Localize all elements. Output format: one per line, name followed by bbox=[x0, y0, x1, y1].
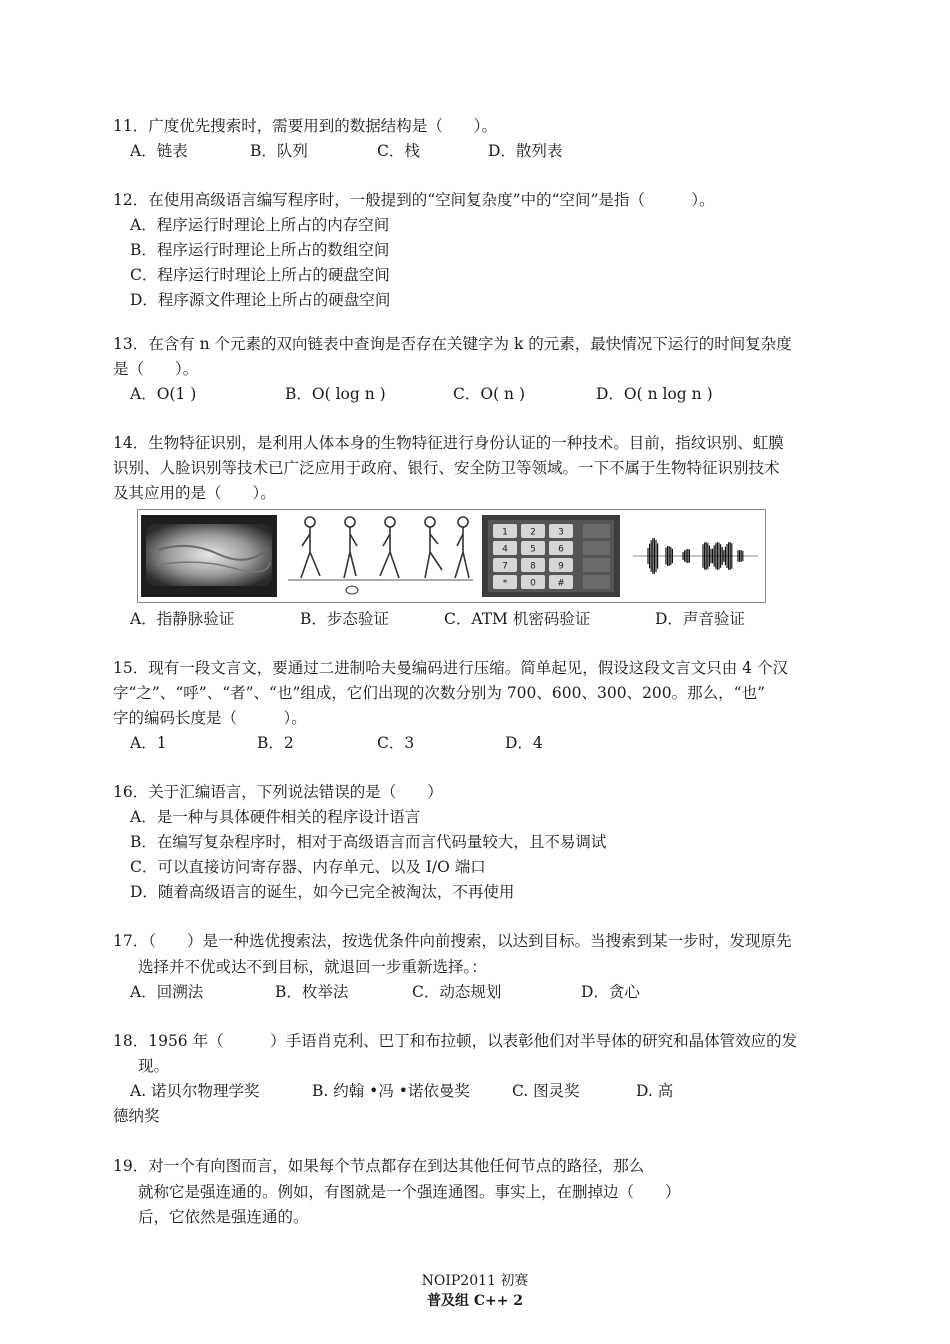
q11-option-b: B．队列 bbox=[250, 142, 308, 160]
q15-option-d: D．4 bbox=[505, 734, 543, 752]
atm-keypad-image bbox=[482, 515, 620, 597]
q13-stem-line2: 是（ ）。 bbox=[113, 360, 199, 378]
q14-option-a: A．指静脉验证 bbox=[130, 610, 235, 628]
q12-option-d: D．程序源文件理论上所占的硬盘空间 bbox=[130, 291, 391, 309]
q14-stem-line3: 及其应用的是（ ）。 bbox=[113, 484, 276, 502]
q11-option-c: C．栈 bbox=[377, 142, 420, 160]
q13-stem-line1: 13．在含有 n 个元素的双向链表中查询是否存在关键字为 k 的元素，最快情况下运行的时间复杂度 bbox=[113, 335, 792, 353]
voice-waveform-image bbox=[633, 538, 758, 574]
finger-vein-image bbox=[141, 515, 277, 597]
q15-option-a: A．1 bbox=[130, 734, 167, 752]
keypad-key-label: # bbox=[557, 578, 565, 589]
q12-option-a: A．程序运行时理论上所占的内存空间 bbox=[130, 216, 390, 234]
q18-stem-line1: 18．1956 年（ ）手语肖克利、巴丁和布拉顿，以表彰他们对半导体的研究和晶体管效应的发 bbox=[113, 1032, 798, 1050]
q13-option-b: B．O( log n ) bbox=[285, 385, 386, 403]
q16-stem: 16．关于汇编语言，下列说法错误的是（ ） bbox=[113, 783, 443, 801]
gait-image bbox=[288, 517, 473, 594]
keypad-key-label: * bbox=[502, 578, 508, 589]
q19-stem-line1: 19．对一个有向图而言，如果每个节点都存在到达其他任何节点的路径，那么 bbox=[113, 1157, 645, 1175]
q12-option-c: C．程序运行时理论上所占的硬盘空间 bbox=[130, 266, 390, 284]
q15-stem-line3: 字的编码长度是（ ）。 bbox=[113, 709, 307, 727]
q18-stem-line2: 现。 bbox=[138, 1057, 170, 1075]
q17-option-a: A．回溯法 bbox=[130, 983, 204, 1001]
q19-stem-line2: 就称它是强连通的。例如，有图就是一个强连通图。事实上，在删掉边（ ） bbox=[138, 1183, 681, 1201]
q14-stem-line2: 识别、人脸识别等技术已广泛应用于政府、银行、安全防卫等领域。一下不属于生物特征识别技术 bbox=[113, 459, 780, 477]
q11-option-d: D．散列表 bbox=[488, 142, 563, 160]
q17-stem-line2: 选择并不优或达不到目标，就退回一步重新选择。： bbox=[138, 958, 487, 976]
q16-option-b: B．在编写复杂程序时，相对于高级语言而言代码量较大，且不易调试 bbox=[130, 833, 607, 851]
q14-option-b: B．步态验证 bbox=[300, 610, 389, 628]
keypad-key-label: 0 bbox=[530, 578, 536, 589]
keypad-key-label: 7 bbox=[502, 561, 508, 572]
keypad-key-label: 8 bbox=[530, 561, 536, 572]
footer-page: 普及组 C++ 2 bbox=[426, 1293, 524, 1309]
q19-stem-line3: 后，它依然是强连通的。 bbox=[138, 1208, 309, 1226]
q15-stem-line1: 15．现有一段文言文，要通过二进制哈夫曼编码进行压缩。简单起见，假设这段文言文只由 4 个汉 bbox=[113, 659, 788, 677]
footer-contest: NOIP2011 初赛 bbox=[421, 1273, 529, 1289]
q18-option-b: B. 约翰 •冯 •诺依曼奖 bbox=[312, 1082, 470, 1100]
q14-stem-line1: 14．生物特征识别，是利用人体本身的生物特征进行身份认证的一种技术。目前，指纹识别、虹膜 bbox=[113, 434, 784, 452]
q15-option-c: C．3 bbox=[377, 734, 415, 752]
keypad-key-label: 5 bbox=[530, 544, 536, 555]
keypad-key-label: 1 bbox=[502, 527, 508, 538]
q11-option-a: A．链表 bbox=[130, 142, 188, 160]
biometric-figure-svg bbox=[138, 510, 765, 602]
q14-option-d: D．声音验证 bbox=[655, 610, 745, 628]
q18-option-d: D. 高 bbox=[636, 1082, 674, 1100]
q18-option-c: C. 图灵奖 bbox=[512, 1082, 580, 1100]
q15-option-b: B．2 bbox=[257, 734, 294, 752]
q16-option-c: C．可以直接访问寄存器、内存单元、以及 I/O 端口 bbox=[130, 858, 486, 876]
q17-option-c: C．动态规划 bbox=[412, 983, 502, 1001]
q17-stem-line1: 17．（ ）是一种选优搜索法，按选优条件向前搜索，以达到目标。当搜索到某一步时，发现原先 bbox=[113, 932, 792, 950]
q13-option-a: A．O(1 ) bbox=[130, 385, 197, 403]
q18-option-d-wrap: 德纳奖 bbox=[113, 1107, 160, 1125]
q14-option-c: C．ATM 机密码验证 bbox=[444, 610, 591, 628]
keypad-key-label: 3 bbox=[558, 527, 564, 538]
q15-stem-line2: 字“之”、“呼”、“者”、“也”组成，它们出现的次数分别为 700、600、300、200。那么，“也” bbox=[113, 684, 766, 702]
keypad-key-label: 9 bbox=[558, 561, 564, 572]
q17-option-b: B．枚举法 bbox=[275, 983, 349, 1001]
q12-stem: 12．在使用高级语言编写程序时，一般提到的“空间复杂度”中的“空间”是指（ ）。 bbox=[113, 191, 715, 209]
q16-option-d: D．随着高级语言的诞生，如今已完全被淘汰，不再使用 bbox=[130, 883, 515, 901]
keypad-key-label: 2 bbox=[530, 527, 536, 538]
q13-option-d: D．O( n log n ) bbox=[596, 385, 713, 403]
q18-option-a: A. 诺贝尔物理学奖 bbox=[130, 1082, 260, 1100]
keypad-key-label: 6 bbox=[558, 544, 564, 555]
q16-option-a: A．是一种与具体硬件相关的程序设计语言 bbox=[130, 808, 421, 826]
q17-option-d: D．贪心 bbox=[581, 983, 640, 1001]
biometric-figure bbox=[137, 509, 766, 603]
q12-option-b: B．程序运行时理论上所占的数组空间 bbox=[130, 241, 390, 259]
q11-stem: 11．广度优先搜索时，需要用到的数据结构是（ ）。 bbox=[113, 117, 497, 135]
q13-option-c: C．O( n ) bbox=[453, 385, 525, 403]
keypad-key-label: 4 bbox=[502, 544, 508, 555]
